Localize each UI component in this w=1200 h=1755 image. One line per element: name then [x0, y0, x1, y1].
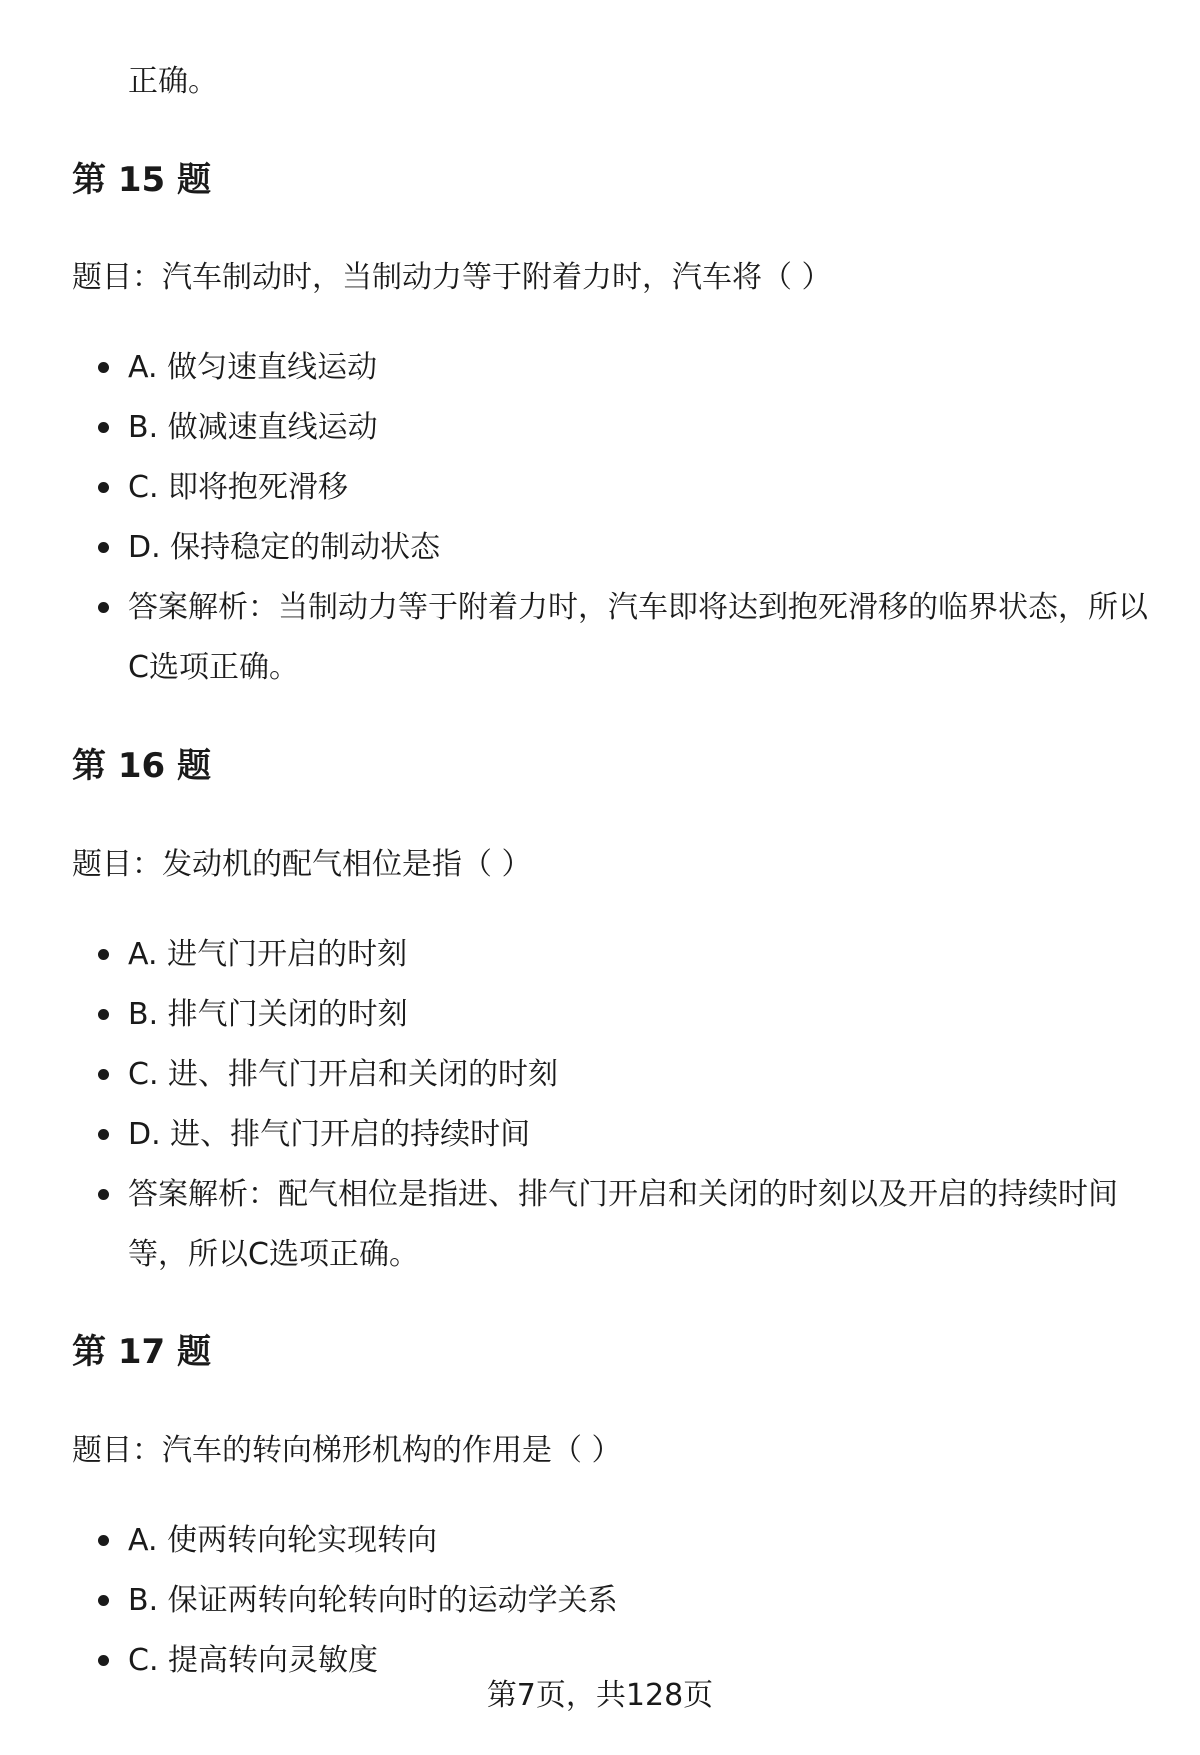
- bullet-icon: [98, 542, 109, 553]
- question-16-option-c: C. 进、排气门开启和关闭的时刻: [128, 1057, 559, 1092]
- bullet-icon: [98, 602, 109, 613]
- question-17-option-c: C. 提高转向灵敏度: [128, 1643, 379, 1678]
- bullet-icon: [98, 1069, 109, 1080]
- bullet-icon: [98, 1189, 109, 1200]
- question-16-option-b: B. 排气门关闭的时刻: [128, 997, 408, 1032]
- question-15-option-b: B. 做减速直线运动: [128, 410, 378, 445]
- question-15-option-a: A. 做匀速直线运动: [128, 350, 378, 385]
- bullet-icon: [98, 482, 109, 493]
- bullet-icon: [98, 1595, 109, 1606]
- bullet-icon: [98, 1655, 109, 1666]
- question-16-heading: 第 16 题: [72, 746, 211, 786]
- question-16-analysis-line-1: 答案解析：配气相位是指进、排气门开启和关闭的时刻以及开启的持续时间: [128, 1177, 1118, 1212]
- question-17-option-b: B. 保证两转向轮转向时的运动学关系: [128, 1583, 618, 1618]
- question-16-stem: 题目：发动机的配气相位是指（ ）: [72, 847, 532, 882]
- question-16-option-d: D. 进、排气门开启的持续时间: [128, 1117, 531, 1152]
- question-17-stem: 题目：汽车的转向梯形机构的作用是（ ）: [72, 1433, 622, 1468]
- question-17-heading: 第 17 题: [72, 1332, 211, 1372]
- question-17-option-a: A. 使两转向轮实现转向: [128, 1523, 438, 1558]
- question-16-option-a: A. 进气门开启的时刻: [128, 937, 408, 972]
- question-15-analysis-line-1: 答案解析：当制动力等于附着力时，汽车即将达到抱死滑移的临界状态，所以: [128, 590, 1148, 625]
- bullet-icon: [98, 1009, 109, 1020]
- bullet-icon: [98, 422, 109, 433]
- bullet-icon: [98, 362, 109, 373]
- question-15-option-c: C. 即将抱死滑移: [128, 470, 349, 505]
- question-15-option-d: D. 保持稳定的制动状态: [128, 530, 441, 565]
- bullet-icon: [98, 1129, 109, 1140]
- bullet-icon: [98, 1535, 109, 1546]
- question-16-analysis-line-2: 等，所以C选项正确。: [128, 1237, 419, 1272]
- page-number-footer: 第7页，共128页: [486, 1678, 714, 1713]
- previous-answer-continuation: 正确。: [128, 64, 218, 99]
- question-15-heading: 第 15 题: [72, 160, 211, 200]
- question-15-analysis-line-2: C选项正确。: [128, 650, 299, 685]
- bullet-icon: [98, 949, 109, 960]
- question-15-stem: 题目：汽车制动时，当制动力等于附着力时，汽车将（ ）: [72, 260, 832, 295]
